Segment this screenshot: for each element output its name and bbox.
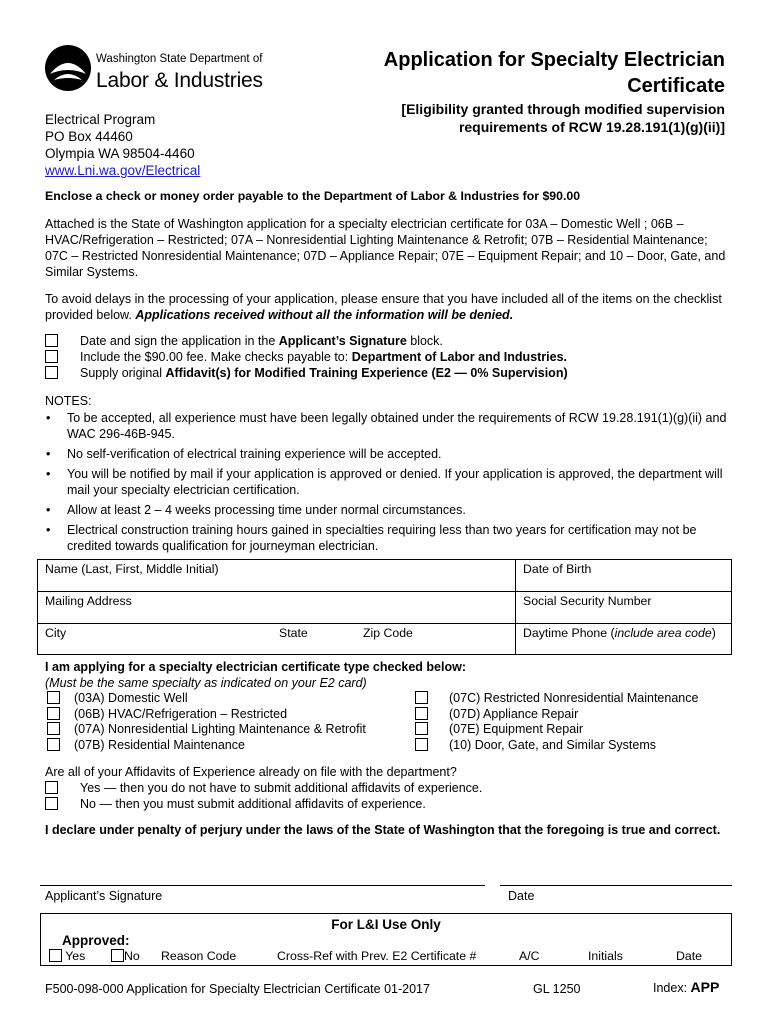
approved-no-checkbox[interactable] bbox=[111, 949, 124, 962]
checklist-item: Include the $90.00 fee. Make checks payable to: Department of Labor and Industries. bbox=[45, 349, 730, 365]
affidavit-yes-checkbox[interactable] bbox=[45, 781, 58, 794]
reason-code-label: Reason Code bbox=[161, 949, 237, 963]
certificate-type-subheading: (Must be the same specialty as indicated on your E2 card) bbox=[45, 676, 367, 690]
certificate-checkbox[interactable] bbox=[47, 707, 60, 720]
delay-paragraph: To avoid delays in the processing of your application, please ensure that you have included all of the items on the checklist provided below. Applications received without all the information will be denied. bbox=[45, 292, 722, 322]
table-row bbox=[38, 624, 731, 656]
certificate-type-section bbox=[45, 659, 735, 753]
notes-list bbox=[45, 410, 735, 554]
notes-section bbox=[45, 393, 735, 558]
affidavit-option-no: No — then you must submit additional affidavits of experience. bbox=[45, 796, 735, 812]
checklist-checkbox[interactable] bbox=[45, 366, 58, 379]
certificate-option: (06B) HVAC/Refrigeration – Restricted bbox=[47, 706, 366, 722]
mailing-address-block: Electrical Program PO Box 44460 Olympia WA 98504-4460 www.Lni.wa.gov/Electrical bbox=[45, 112, 201, 179]
mailing-address-field[interactable]: Mailing Address bbox=[45, 594, 132, 608]
certificate-options-left bbox=[47, 690, 366, 753]
approved-label: Approved: bbox=[62, 933, 130, 948]
approved-yes-checkbox[interactable] bbox=[49, 949, 62, 962]
checklist-item: Date and sign the application in the Applicant’s Signature block. bbox=[45, 333, 730, 349]
signature-date-line[interactable] bbox=[500, 885, 732, 886]
checklist-item: Supply original Affidavit(s) for Modified Training Experience (E2 — 0% Supervision) bbox=[45, 365, 730, 381]
certificate-option: (07B) Residential Maintenance bbox=[47, 737, 366, 753]
signature-date-label: Date bbox=[508, 889, 535, 903]
affidavit-no-checkbox[interactable] bbox=[45, 797, 58, 810]
certificate-checkbox[interactable] bbox=[47, 691, 60, 704]
electrical-website-link[interactable]: www.Lni.wa.gov/Electrical bbox=[45, 163, 201, 179]
gl-code: GL 1250 bbox=[533, 982, 581, 996]
certificate-checkbox[interactable] bbox=[47, 738, 60, 751]
zip-field[interactable]: Zip Code bbox=[363, 626, 413, 640]
certificate-checkbox[interactable] bbox=[415, 707, 428, 720]
certificate-option: (07E) Equipment Repair bbox=[415, 721, 698, 737]
certificate-option: (03A) Domestic Well bbox=[47, 690, 366, 706]
ssn-field[interactable]: Social Security Number bbox=[523, 594, 652, 608]
logo-agency-text: Labor & Industries bbox=[96, 69, 263, 92]
checklist-checkbox[interactable] bbox=[45, 350, 58, 363]
form-number: F500-098-000 Application for Specialty Electrician Certificate 01-2017 bbox=[45, 982, 430, 996]
certificate-option: (07D) Appliance Repair bbox=[415, 706, 698, 722]
table-row bbox=[38, 560, 731, 592]
logo-department-text: Washington State Department of bbox=[96, 53, 263, 65]
office-date-label: Date bbox=[676, 949, 702, 963]
page-subtitle: [Eligibility granted through modified supervision requirements of RCW 19.28.191(1)(g)(ii)] bbox=[401, 101, 725, 136]
signature-line[interactable] bbox=[40, 885, 485, 886]
perjury-declaration: I declare under penalty of perjury under the laws of the State of Washington that the foregoing is true and correct. bbox=[45, 823, 721, 837]
approved-yes: Yes bbox=[49, 949, 85, 965]
phone-field[interactable]: Daytime Phone (include area code) bbox=[523, 626, 716, 640]
applicant-info-table bbox=[37, 559, 732, 655]
certificate-checkbox[interactable] bbox=[415, 691, 428, 704]
dob-field[interactable]: Date of Birth bbox=[523, 562, 592, 576]
certificate-option: (07A) Nonresidential Lighting Maintenance & Retrofit bbox=[47, 721, 366, 737]
application-checklist bbox=[45, 333, 730, 381]
affidavit-question: Are all of your Affidavits of Experience already on file with the department? bbox=[45, 765, 457, 779]
applicant-signature-label: Applicant’s Signature bbox=[45, 889, 163, 903]
page-title: Application for Specialty Electrician Certificate bbox=[383, 49, 725, 97]
certificate-checkbox[interactable] bbox=[47, 722, 60, 735]
office-use-title: For L&I Use Only bbox=[331, 917, 441, 932]
lni-logo bbox=[44, 44, 264, 96]
certificate-option: (07C) Restricted Nonresidential Maintenance bbox=[415, 690, 698, 706]
certificate-type-heading: I am applying for a specialty electrician certificate type checked below: bbox=[45, 660, 466, 674]
checklist-checkbox[interactable] bbox=[45, 334, 58, 347]
initials-label: Initials bbox=[588, 949, 623, 963]
fee-notice: Enclose a check or money order payable to the Department of Labor & Industries for $90.00 bbox=[45, 189, 581, 203]
note-item: • To be accepted, all experience must have been legally obtained under the requirements of RCW 19.28.191(1)(g)(ii) and WAC 296-46B-945. bbox=[45, 410, 735, 442]
approved-no: No bbox=[111, 949, 140, 965]
certificate-option: (10) Door, Gate, and Similar Systems bbox=[415, 737, 698, 753]
ac-label: A/C bbox=[519, 949, 540, 963]
notes-heading: NOTES: bbox=[45, 394, 92, 408]
affidavit-question-section bbox=[45, 764, 735, 811]
intro-paragraph: Attached is the State of Washington application for a specialty electrician certificate for 03A – Domestic Well ; 06B – HVAC/Refrigeration – Restricted; 07A – Nonresidential Lighting Maintenance & Retrofit; 07B – Residential Maintenance; 07C – Restricted Nonresidential Maintenance; 07D – Appliance Repair; 07E – Equipment Repair; and 10 – Door, Gate, and Similar Systems. bbox=[45, 217, 726, 279]
office-use-box bbox=[40, 913, 732, 966]
state-field[interactable]: State bbox=[279, 626, 308, 640]
note-item: • You will be notified by mail if your application is approved or denied. If your application is approved, the department will mail your specialty electrician certification. bbox=[45, 466, 735, 498]
note-item: • Electrical construction training hours gained in specialties requiring less than two years for certification may not be credited towards qualification for journeyman electrician. bbox=[45, 522, 735, 554]
note-item: • Allow at least 2 – 4 weeks processing time under normal circumstances. bbox=[45, 502, 735, 518]
certificate-checkbox[interactable] bbox=[415, 738, 428, 751]
table-row bbox=[38, 592, 731, 624]
lni-logo-icon bbox=[44, 44, 92, 92]
city-field[interactable]: City bbox=[45, 626, 67, 640]
crossref-label: Cross-Ref with Prev. E2 Certificate # bbox=[277, 949, 477, 963]
certificate-options-right bbox=[415, 690, 698, 753]
index-code: Index: APP bbox=[653, 979, 720, 995]
name-field[interactable]: Name (Last, First, Middle Initial) bbox=[45, 562, 219, 576]
certificate-checkbox[interactable] bbox=[415, 722, 428, 735]
note-item: • No self-verification of electrical training experience will be accepted. bbox=[45, 446, 735, 462]
affidavit-option-yes: Yes — then you do not have to submit additional affidavits of experience. bbox=[45, 780, 735, 796]
